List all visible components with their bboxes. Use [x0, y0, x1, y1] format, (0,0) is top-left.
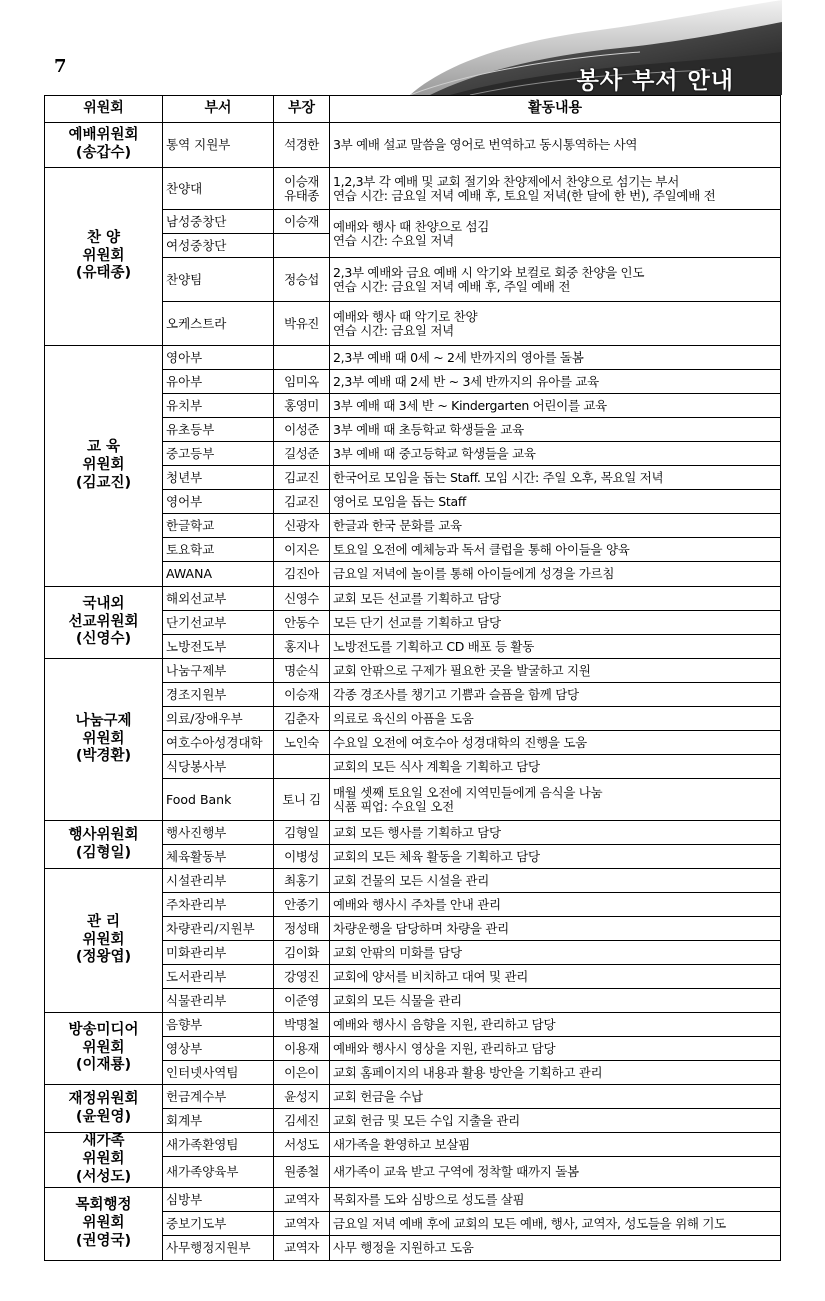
department-cell: 해외선교부: [163, 587, 274, 611]
activity-cell: [330, 821, 781, 845]
department-cell: 도서관리부: [163, 965, 274, 989]
activity-line: 차량운행을 담당하며 차량을 관리: [333, 920, 509, 936]
table-row: [45, 1013, 781, 1037]
committee-name-line: 관 리: [86, 913, 121, 930]
activity-cell: [330, 370, 781, 394]
activity-line: 3부 예배 때 3세 반 ~ Kindergarten 어린이를 교육: [333, 397, 607, 413]
activity-line: 한글과 한국 문화를 교육: [333, 517, 462, 533]
activity-line: 매월 셋째 토요일 오전에 지역민들에게 음식을 나눔: [333, 784, 603, 800]
committee-name: [45, 869, 163, 1013]
leader-cell: 명순식: [274, 659, 330, 683]
department-cell: 식당봉사부: [163, 755, 274, 779]
leader-cell: 길성준: [274, 442, 330, 466]
department-cell: 중보기도부: [163, 1212, 274, 1236]
table-header-row: [45, 96, 781, 123]
committee-name-line: (박경환): [75, 748, 132, 765]
committee-name-line: 위원회: [82, 1215, 125, 1232]
committee-name-line: 위원회: [82, 1151, 125, 1168]
department-cell: 영아부: [163, 346, 274, 370]
leader-cell: 이승재: [274, 210, 330, 234]
activity-line: 교회 모든 행사를 기획하고 담당: [333, 824, 501, 840]
activity-line: 연습 시간: 금요일 저녁: [333, 322, 454, 338]
activity-cell: [330, 1037, 781, 1061]
committee-name-line: 위원회: [82, 730, 125, 747]
activity-cell: [330, 168, 781, 210]
activity-cell: [330, 1061, 781, 1085]
committee-name: [45, 587, 163, 659]
department-cell: 유초등부: [163, 418, 274, 442]
department-cell: 한글학교: [163, 514, 274, 538]
leader-name: 유태종: [284, 187, 319, 203]
table-row: [45, 1085, 781, 1109]
department-cell: 행사진행부: [163, 821, 274, 845]
committee-name-line: (권영국): [75, 1232, 132, 1249]
committee-name: [45, 1085, 163, 1133]
activity-cell: [330, 394, 781, 418]
department-cell: 여호수아성경대학: [163, 731, 274, 755]
activity-line: 각종 경조사를 챙기고 기쁨과 슬픔을 함께 담당: [333, 686, 579, 702]
activity-cell: [330, 210, 781, 258]
leader-cell: 김세진: [274, 1109, 330, 1133]
leader-cell: 박명철: [274, 1013, 330, 1037]
department-cell: 새가족환영팀: [163, 1133, 274, 1157]
leader-cell: 교역자: [274, 1188, 330, 1212]
header-committee: 위원회: [45, 96, 163, 123]
activity-cell: [330, 346, 781, 370]
leader-name: 이승재: [284, 173, 319, 189]
table-row: [45, 1133, 781, 1157]
table-row: [45, 123, 781, 168]
activity-cell: [330, 707, 781, 731]
activity-line: 교회의 모든 체육 활동을 기획하고 담당: [333, 848, 540, 864]
leader-cell: 교역자: [274, 1212, 330, 1236]
activity-line: 예배와 행사 때 악기로 찬양: [333, 308, 478, 324]
committee-name-line: 위원회: [82, 247, 125, 264]
table-row: [45, 587, 781, 611]
committee-name: [45, 1013, 163, 1085]
department-cell: 통역 지원부: [163, 123, 274, 168]
activity-line: 교회에 양서를 비치하고 대여 및 관리: [333, 968, 528, 984]
leader-cell: 이준영: [274, 989, 330, 1013]
leader-cell: 토니 김: [274, 779, 330, 821]
table-row: [45, 1188, 781, 1212]
department-cell: 시설관리부: [163, 869, 274, 893]
department-cell: 의료/장애우부: [163, 707, 274, 731]
page-title: 봉사 부서 안내: [576, 68, 734, 94]
activity-cell: [330, 442, 781, 466]
activity-cell: [330, 1133, 781, 1157]
leader-cell: 박유진: [274, 302, 330, 346]
activity-line: 수요일 오전에 여호수아 성경대학의 진행을 도움: [333, 734, 587, 750]
activity-cell: [330, 893, 781, 917]
department-cell: 여성중창단: [163, 234, 274, 258]
activity-line: 예배와 행사시 영상을 지원, 관리하고 담당: [333, 1040, 556, 1056]
activity-line: 새가족을 환영하고 보살핌: [333, 1136, 470, 1152]
leader-cell: [274, 168, 330, 210]
department-cell: 청년부: [163, 466, 274, 490]
activity-cell: [330, 1157, 781, 1188]
activity-cell: [330, 490, 781, 514]
activity-line: 교회의 모든 식물을 관리: [333, 992, 462, 1008]
activity-line: 2,3부 예배 때 0세 ~ 2세 반까지의 영아를 돌봄: [333, 349, 584, 365]
department-cell: 토요학교: [163, 538, 274, 562]
activity-line: 교회 안팎으로 구제가 필요한 곳을 발굴하고 지원: [333, 662, 591, 678]
committee-name: [45, 821, 163, 869]
department-cell: 음향부: [163, 1013, 274, 1037]
department-cell: 영어부: [163, 490, 274, 514]
committee-name-line: 새가족: [82, 1133, 125, 1150]
activity-cell: [330, 779, 781, 821]
activity-cell: [330, 989, 781, 1013]
activity-line: 교회의 모든 식사 계획을 기획하고 담당: [333, 758, 540, 774]
department-cell: 사무행정지원부: [163, 1236, 274, 1261]
committee-name-line: 목회행정: [75, 1197, 132, 1214]
leader-cell: 신광자: [274, 514, 330, 538]
department-cell: 단기선교부: [163, 611, 274, 635]
activity-line: 2,3부 예배와 금요 예배 시 악기와 보컬로 회중 찬양을 인도: [333, 264, 645, 280]
department-cell: 경조지원부: [163, 683, 274, 707]
committee-name: [45, 346, 163, 587]
activity-cell: [330, 466, 781, 490]
table-row: [45, 659, 781, 683]
activity-line: 교회 안팎의 미화를 담당: [333, 944, 462, 960]
committee-name: [45, 1133, 163, 1188]
department-cell: 차량관리/지원부: [163, 917, 274, 941]
committee-name-line: 위원회: [82, 1039, 125, 1056]
activity-cell: [330, 869, 781, 893]
leader-cell: 노인숙: [274, 731, 330, 755]
committee-name-line: 국내외: [82, 595, 125, 612]
activity-line: 영어로 모임을 돕는 Staff: [333, 493, 467, 509]
header-activity: 활동내용: [330, 96, 781, 123]
department-cell: 남성중창단: [163, 210, 274, 234]
department-cell: 주차관리부: [163, 893, 274, 917]
committee-name: [45, 123, 163, 168]
leader-cell: 김교진: [274, 466, 330, 490]
committee-name-line: 방송미디어: [68, 1021, 139, 1038]
activity-cell: [330, 302, 781, 346]
committee-name-line: (신영수): [75, 631, 132, 648]
activity-cell: [330, 1109, 781, 1133]
leader-cell: [274, 755, 330, 779]
committee-name-line: (유태종): [75, 265, 132, 282]
committee-name-line: 교 육: [86, 439, 121, 456]
activity-line: 연습 시간: 금요일 저녁 예배 후, 토요일 저녁(한 달에 한 번), 주일예배 전: [333, 187, 716, 203]
department-cell: 오케스트라: [163, 302, 274, 346]
department-cell: 유아부: [163, 370, 274, 394]
leader-cell: [274, 346, 330, 370]
leader-cell: 안종기: [274, 893, 330, 917]
committee-name: [45, 659, 163, 821]
leader-cell: 임미옥: [274, 370, 330, 394]
activity-cell: [330, 917, 781, 941]
activity-cell: [330, 123, 781, 168]
header-banner: [410, 0, 782, 95]
activity-line: 1,2,3부 각 예배 및 교회 절기와 찬양제에서 찬양으로 섬기는 부서: [333, 173, 679, 189]
department-cell: 식물관리부: [163, 989, 274, 1013]
activity-line: 노방전도를 기획하고 CD 배포 등 활동: [333, 638, 534, 654]
activity-cell: [330, 1212, 781, 1236]
activity-line: 3부 예배 설교 말씀을 영어로 번역하고 동시통역하는 사역: [333, 137, 638, 152]
leader-cell: 원종철: [274, 1157, 330, 1188]
activity-line: 사무 행정을 지원하고 도움: [333, 1240, 474, 1255]
leader-cell: 홍지나: [274, 635, 330, 659]
leader-cell: 정승섭: [274, 258, 330, 302]
activity-line: 예배와 행사 때 찬양으로 섬김: [333, 218, 489, 234]
activity-line: 교회 건물의 모든 시설을 관리: [333, 872, 489, 888]
activity-cell: [330, 1013, 781, 1037]
activity-line: 예배와 행사시 음향을 지원, 관리하고 담당: [333, 1016, 556, 1032]
activity-cell: [330, 587, 781, 611]
header-leader: 부장: [274, 96, 330, 123]
committee-name-line: 찬 양: [86, 229, 121, 246]
leader-cell: 신영수: [274, 587, 330, 611]
committee-name-line: (김교진): [75, 474, 132, 491]
activity-line: 식품 픽업: 수요일 오전: [333, 798, 454, 814]
leader-cell: 정성태: [274, 917, 330, 941]
activity-line: 2,3부 예배 때 2세 반 ~ 3세 반까지의 유아를 교육: [333, 373, 599, 389]
activity-line: 연습 시간: 수요일 저녁: [333, 232, 454, 248]
leader-cell: 김춘자: [274, 707, 330, 731]
activity-cell: [330, 731, 781, 755]
committee-name-line: (김형일): [75, 844, 132, 861]
activity-line: 연습 시간: 금요일 저녁 예배 후, 주일 예배 전: [333, 278, 571, 294]
leader-cell: 안동수: [274, 611, 330, 635]
leader-cell: 홍영미: [274, 394, 330, 418]
committee-name: [45, 1188, 163, 1261]
leader-cell: 김형일: [274, 821, 330, 845]
leader-cell: 김교진: [274, 490, 330, 514]
leader-cell: 이병성: [274, 845, 330, 869]
activity-cell: [330, 1085, 781, 1109]
committee-name-line: 예배위원회: [68, 127, 139, 144]
department-cell: 찬양대: [163, 168, 274, 210]
leader-cell: 강영진: [274, 965, 330, 989]
committee-name-line: (정왕엽): [75, 949, 132, 966]
activity-line: 예배와 행사시 주차를 안내 관리: [333, 896, 501, 912]
leader-cell: 이은이: [274, 1061, 330, 1085]
activity-cell: [330, 1188, 781, 1212]
activity-cell: [330, 1236, 781, 1261]
department-cell: 새가족양육부: [163, 1157, 274, 1188]
activity-line: 모든 단기 선교를 기획하고 담당: [333, 614, 501, 630]
committee-name-line: 행사위원회: [68, 826, 139, 843]
department-cell: 헌금계수부: [163, 1085, 274, 1109]
activity-line: 3부 예배 때 중고등학교 학생들을 교육: [333, 445, 536, 461]
committee-name-line: 위원회: [82, 931, 125, 948]
committee-name: [45, 168, 163, 346]
leader-cell: 이성준: [274, 418, 330, 442]
activity-cell: [330, 965, 781, 989]
activity-line: 교회 모든 선교를 기획하고 담당: [333, 590, 501, 606]
table-row: [45, 869, 781, 893]
department-cell: 미화관리부: [163, 941, 274, 965]
activity-cell: [330, 538, 781, 562]
department-cell: 영상부: [163, 1037, 274, 1061]
activity-line: 목회자를 도와 심방으로 성도를 살핌: [333, 1191, 525, 1207]
department-cell: 회계부: [163, 1109, 274, 1133]
page-number: 7: [54, 56, 67, 77]
table-body: [45, 123, 781, 1261]
activity-cell: [330, 941, 781, 965]
activity-line: 3부 예배 때 초등학교 학생들을 교육: [333, 421, 524, 437]
table-row: [45, 346, 781, 370]
committee-name-line: 위원회: [82, 457, 125, 474]
department-cell: 심방부: [163, 1188, 274, 1212]
leader-cell: 석경한: [274, 123, 330, 168]
activity-cell: [330, 258, 781, 302]
activity-line: 교회 헌금 및 모든 수입 지출을 관리: [333, 1112, 520, 1128]
department-cell: 나눔구제부: [163, 659, 274, 683]
table-row: [45, 821, 781, 845]
activity-cell: [330, 611, 781, 635]
leader-cell: 김이화: [274, 941, 330, 965]
activity-line: 한국어로 모임을 돕는 Staff. 모임 시간: 주일 오후, 목요일 저녁: [333, 469, 664, 485]
committee-name-line: (윤원영): [75, 1108, 132, 1125]
committee-name-line: 선교위원회: [68, 613, 139, 630]
committee-name-line: 재정위원회: [68, 1090, 139, 1107]
committee-name-line: (서성도): [75, 1168, 132, 1185]
activity-cell: [330, 514, 781, 538]
committee-name-line: (이재룡): [75, 1057, 132, 1074]
header-department: 부서: [163, 96, 274, 123]
activity-cell: [330, 418, 781, 442]
department-cell: 인터넷사역팀: [163, 1061, 274, 1085]
committee-name-line: (송갑수): [75, 145, 132, 161]
leader-cell: 서성도: [274, 1133, 330, 1157]
table-row: [45, 168, 781, 210]
leader-cell: 이용재: [274, 1037, 330, 1061]
leader-cell: 최홍기: [274, 869, 330, 893]
activity-cell: [330, 562, 781, 587]
activity-line: 금요일 저녁 예배 후에 교회의 모든 예배, 행사, 교역자, 성도들을 위해 기도: [333, 1215, 726, 1231]
department-cell: 중고등부: [163, 442, 274, 466]
activity-line: 새가족이 교육 받고 구역에 정착할 때까지 돌봄: [333, 1164, 579, 1179]
leader-cell: [274, 234, 330, 258]
leader-cell: 이지은: [274, 538, 330, 562]
department-table: [44, 95, 781, 1261]
activity-line: 금요일 저녁에 놀이를 통해 아이들에게 성경을 가르침: [333, 566, 615, 581]
department-cell: 찬양팀: [163, 258, 274, 302]
committee-name-line: 나눔구제: [75, 712, 132, 729]
activity-line: 교회 홈페이지의 내용과 활용 방안을 기획하고 관리: [333, 1064, 603, 1080]
department-cell: Food Bank: [163, 779, 274, 821]
leader-cell: 교역자: [274, 1236, 330, 1261]
department-cell: 유치부: [163, 394, 274, 418]
activity-cell: [330, 635, 781, 659]
activity-cell: [330, 659, 781, 683]
department-cell: 노방전도부: [163, 635, 274, 659]
leader-cell: 윤성지: [274, 1085, 330, 1109]
leader-cell: 이승재: [274, 683, 330, 707]
activity-line: 의료로 육신의 아픔을 도움: [333, 710, 474, 726]
activity-line: 교회 헌금을 수납: [333, 1088, 423, 1104]
leader-cell: 김진아: [274, 562, 330, 587]
department-cell: AWANA: [163, 562, 274, 587]
activity-cell: [330, 755, 781, 779]
activity-line: 토요일 오전에 예체능과 독서 클럽을 통해 아이들을 양육: [333, 541, 630, 557]
department-cell: 체육활동부: [163, 845, 274, 869]
activity-cell: [330, 683, 781, 707]
activity-cell: [330, 845, 781, 869]
